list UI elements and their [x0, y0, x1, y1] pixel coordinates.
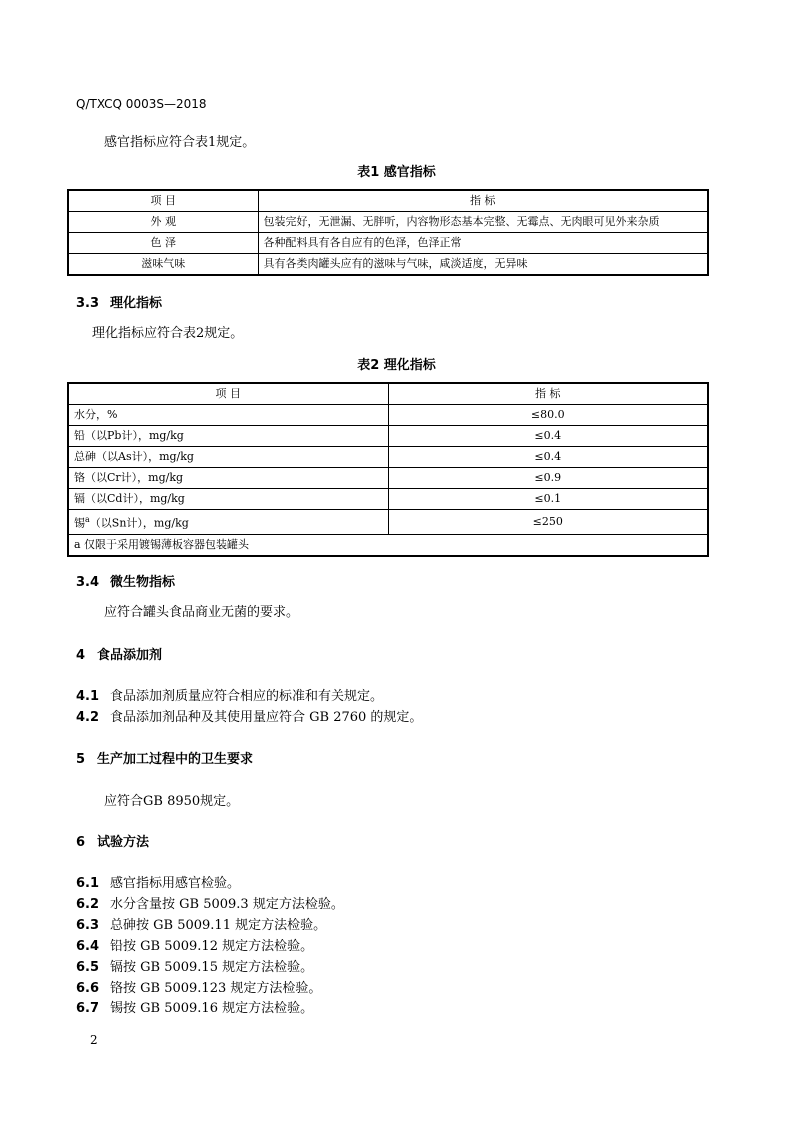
list-item [76, 706, 422, 725]
row-item [68, 510, 388, 535]
sensory-intro: 感官指标应符合表1规定。 [104, 135, 256, 150]
item-text: 水分含量按 GB 5009.3 规定方法检验。 [110, 897, 344, 912]
table-row [68, 233, 708, 254]
row-value: ≤0.9 [388, 468, 708, 489]
list-item [76, 872, 240, 891]
section-title: 食品添加剂 [97, 648, 163, 663]
row-value: ≤0.1 [388, 489, 708, 510]
row-value: ≤250 [388, 510, 708, 535]
item-text: 感官指标用感官检验。 [110, 876, 241, 891]
item-text: 食品添加剂质量应符合相应的标准和有关规定。 [110, 689, 384, 704]
table-footnote: a 仅限于采用镀锡薄板容器包装罐头 [68, 534, 708, 556]
table-header-row [68, 383, 708, 405]
item-number: 4.2 [76, 710, 100, 725]
row-item-name: 锡 [74, 516, 85, 530]
item-number: 6.5 [76, 960, 100, 975]
footnote-marker: a [85, 515, 90, 524]
hygiene-text: 应符合GB 8950规定。 [104, 794, 240, 809]
list-item [76, 914, 326, 933]
item-number: 6.7 [76, 1001, 100, 1016]
item-text: 锡按 GB 5009.16 规定方法检验。 [110, 1001, 314, 1016]
section-number: 6 [76, 835, 86, 850]
table2-caption: 表2 理化指标 [357, 358, 436, 373]
sensory-table [67, 189, 709, 276]
list-item [76, 893, 344, 912]
row-value: 具有各类肉罐头应有的滋味与气味，咸淡适度，无异味 [258, 254, 708, 276]
column-header: 指 标 [388, 383, 708, 405]
item-number: 6.4 [76, 939, 100, 954]
item-text: 镉按 GB 5009.15 规定方法检验。 [110, 960, 314, 975]
item-text: 食品添加剂品种及其使用量应符合 GB 2760 的规定。 [110, 710, 423, 725]
item-number: 6.3 [76, 918, 100, 933]
table1-caption: 表1 感官指标 [357, 165, 436, 180]
list-item [76, 685, 383, 704]
list-item [76, 935, 313, 954]
section-number: 4 [76, 648, 86, 663]
row-value: 包装完好，无泄漏、无胖听，内容物形态基本完整、无霉点、无肉眼可见外来杂质 [258, 212, 708, 233]
section-4-heading [76, 644, 162, 663]
item-number: 6.6 [76, 981, 100, 996]
item-number: 4.1 [76, 689, 100, 704]
item-text: 铬按 GB 5009.123 规定方法检验。 [110, 981, 322, 996]
row-item: 铅（以Pb计），mg/kg [68, 426, 388, 447]
document-code: Q/TXCQ 0003S—2018 [76, 97, 207, 111]
table-row [68, 468, 708, 489]
section-number: 3.4 [76, 575, 100, 590]
table-footnote-row [68, 534, 708, 556]
list-item [76, 997, 313, 1016]
item-text: 铅按 GB 5009.12 规定方法检验。 [110, 939, 314, 954]
row-value: ≤80.0 [388, 405, 708, 426]
column-header: 项 目 [68, 383, 388, 405]
section-3-4-heading [76, 571, 175, 590]
table-row [68, 212, 708, 233]
section-title: 生产加工过程中的卫生要求 [97, 752, 254, 767]
row-item: 铬（以Cr计），mg/kg [68, 468, 388, 489]
row-value: ≤0.4 [388, 447, 708, 468]
section-5-heading [76, 748, 253, 767]
row-item: 外 观 [68, 212, 258, 233]
physchem-table [67, 382, 709, 557]
row-item: 水分，% [68, 405, 388, 426]
page-number: 2 [90, 1033, 98, 1047]
column-header: 指 标 [258, 190, 708, 212]
table-row [68, 447, 708, 468]
section-number: 5 [76, 752, 86, 767]
row-item: 滋味气味 [68, 254, 258, 276]
section-title: 理化指标 [110, 296, 163, 311]
column-header: 项 目 [68, 190, 258, 212]
table-row [68, 405, 708, 426]
item-text: 总砷按 GB 5009.11 规定方法检验。 [110, 918, 327, 933]
row-item: 色 泽 [68, 233, 258, 254]
physchem-intro: 理化指标应符合表2规定。 [92, 326, 244, 341]
row-value: 各种配料具有各自应有的色泽，色泽正常 [258, 233, 708, 254]
table-row [68, 510, 708, 535]
section-3-3-heading [76, 292, 162, 311]
section-number: 3.3 [76, 296, 100, 311]
table-header-row [68, 190, 708, 212]
row-value: ≤0.4 [388, 426, 708, 447]
row-item: 镉（以Cd计），mg/kg [68, 489, 388, 510]
item-number: 6.2 [76, 897, 100, 912]
section-6-heading [76, 831, 149, 850]
row-item: 总砷（以As计），mg/kg [68, 447, 388, 468]
table-row [68, 254, 708, 276]
table-row [68, 426, 708, 447]
list-item [76, 956, 313, 975]
table-row [68, 489, 708, 510]
item-number: 6.1 [76, 876, 100, 891]
row-item-rest: （以Sn计），mg/kg [89, 516, 189, 530]
list-item [76, 977, 321, 996]
micro-text: 应符合罐头食品商业无菌的要求。 [104, 605, 300, 620]
section-title: 微生物指标 [110, 575, 176, 590]
section-title: 试验方法 [97, 835, 150, 850]
